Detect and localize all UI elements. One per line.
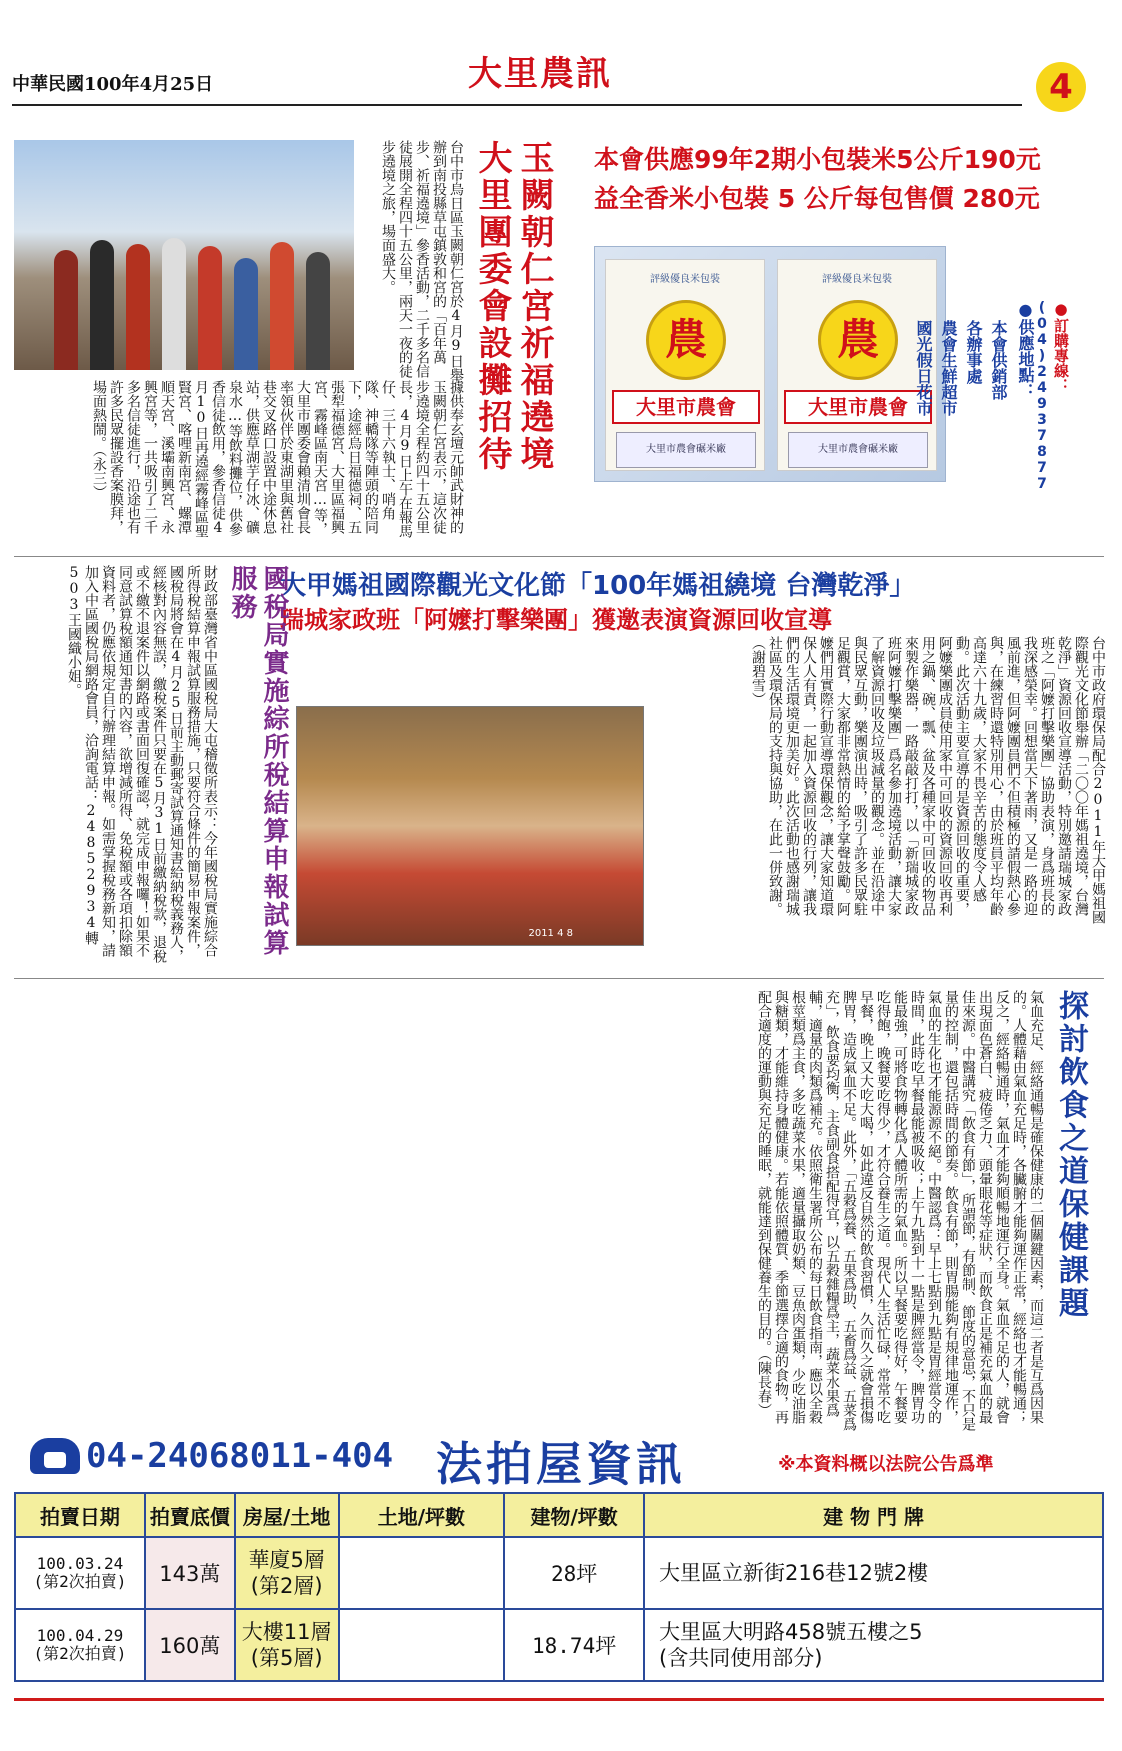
property-address-note: (含共同使用部分) xyxy=(659,1646,823,1670)
rice-bag-brand: 大里市農會 xyxy=(784,390,932,424)
article1-headline-a: 玉闕朝仁宮祈福遶境 xyxy=(514,140,554,473)
table-row xyxy=(15,1537,1103,1609)
photo-date-stamp: 2011 4 8 xyxy=(528,928,573,939)
column-header: 建物/坪數 xyxy=(504,1493,644,1537)
property-type: 大樓11層 xyxy=(241,1620,332,1644)
property-type-cell xyxy=(235,1537,339,1609)
column-header: 建 物 門 牌 xyxy=(644,1493,1103,1537)
rice-ad-line-2: 益全香米小包裝 5 公斤每包售價 280元 xyxy=(594,184,1040,213)
auction-date: 100.03.24 xyxy=(36,1554,124,1573)
section-divider xyxy=(14,978,1104,979)
order-phone: (04)24937877 xyxy=(1034,300,1050,492)
auction-price: 160萬 xyxy=(145,1609,235,1681)
table-header-row xyxy=(15,1493,1103,1537)
footer-divider xyxy=(14,1698,1104,1701)
header-divider xyxy=(12,104,1022,106)
article1-body: 據供奉玄壇元帥武財神的玉闕朝仁宮表示，這次徒步遶境全程約四十五公里長，4月9日上午在報馬仔、三十六執士、哨角隊、神轎隊等陣頭的陪同下，途經烏日福德祠、五張犁福德宮、大里區福興宮、霧峰區南天宮…等，大里市團委會賴清圳會長率領伙伴於東湖里與舊社巷交叉路口設置中途休息站，供應草湖芋仔冰、礦泉水…等飲料攤位，供參香信徒飲用，參香信徒4月10日再遶經霧峰區聖賢宮、喀哩新南宮、螺潭順天宮、溪壩南興宮、永興宮等，一共吸引了二千多名信徒進行，沿途也有許多民眾擺設香案膜拜，場面熱鬧。（永三） xyxy=(91,380,464,538)
building-area: 28坪 xyxy=(504,1537,644,1609)
rice-bag-label: 大里市農會碾米廠 xyxy=(788,432,928,468)
supply-location: 農會生鮮超市 xyxy=(939,320,958,416)
auction-date-cell xyxy=(15,1537,145,1609)
building-area: 18.74坪 xyxy=(504,1609,644,1681)
telephone-icon xyxy=(30,1438,80,1474)
auction-round: (第2次拍賣) xyxy=(33,1644,127,1663)
column-header: 土地/坪數 xyxy=(339,1493,505,1537)
column-header: 拍賣底價 xyxy=(145,1493,235,1537)
article2-headline: 大甲媽祖國際觀光文化節「100年媽祖繞境 台灣乾淨」 xyxy=(280,571,916,601)
issue-date: 中華民國100年4月25日 xyxy=(12,74,214,95)
rice-bag-label: 大里市農會碾米廠 xyxy=(616,432,756,468)
supply-location: 國光假日花市 xyxy=(914,320,933,416)
newspaper-title: 大里農訊 xyxy=(468,54,612,94)
auction-date: 100.04.29 xyxy=(36,1626,124,1645)
article1-body-lead: 台中市烏日區玉闕朝仁宮於4月9日舉辦到南投縣草屯鎮敦和宮的「百年萬步、祈福遶境」參香活動，二千多名信徒展開全程四十五公里，兩天一夜的徒步遶境之旅，場面盛大。 xyxy=(380,140,464,382)
rice-bags-photo xyxy=(594,246,946,482)
article2-body: 台中市政府環保局配合2011年大甲媽祖國際觀光文化節舉辦「二〇〇年媽祖遶境，台灣乾淨」資源回收宣導活動，特別邀請瑞城家政班之「阿嬤打擊樂團」協助表演，身爲班長的我深感榮幸。回想當天下著雨，又是一路的迎風前進，但阿嬤團員們不但積極的請假熱心參與，在練習時還特別用心，由於班員平均年齡高達六十九歲，大家不畏辛苦的態度令人感動。此次活動主要宣導的是資源回收的重要，阿嬤樂團成員使用家中可回收的資源回收再利用之鍋、碗、瓢、盆及各種家中可回收的物品來製作樂器，一路敲敲打打，以「新瑞城家政班阿嬤打擊樂團」爲名參加遶境活動，讓大家了解資源回收及垃圾減量的觀念。並在沿途中與民眾互動，樂團演出時，吸引了許多民眾駐足觀賞，大家都非常熱情的給予掌聲鼓勵。阿嬤們用實際行動宣導環保觀念，讓大家知道環保人人有責，一起加入資源回收的行列，讓我們的生活環境更加美好。此次活動也感謝瑞城社區及環保局的支持與協助，在此一併致謝。（謝碧雪） xyxy=(750,636,1106,924)
supply-location: 本會供銷部 xyxy=(989,320,1008,400)
auction-round: (第2次拍賣) xyxy=(33,1572,127,1591)
property-address: 大里區立新街216巷12號2樓 xyxy=(659,1561,929,1585)
section-divider xyxy=(14,556,1104,557)
article2-subheadline: 瑞城家政班「阿嬤打擊樂團」獲邀表演資源回收宣導 xyxy=(280,606,832,634)
auction-phone: 04-24068011-404 xyxy=(86,1436,394,1476)
property-floor: (第2層) xyxy=(250,1574,323,1598)
property-floor: (第5層) xyxy=(250,1646,323,1670)
drum-band-photo xyxy=(296,706,644,946)
farm-logo-icon: 農 xyxy=(818,300,898,380)
supply-label: ●供應地點： xyxy=(1016,300,1035,399)
auction-date-cell xyxy=(15,1609,145,1681)
property-type: 華廈5層 xyxy=(248,1548,325,1572)
tax-body: 財政部臺灣省中區國稅局大屯稽徵所表示：今年國稅局實施綜合所得稅結算申報試算服務措施，只要符合條件的簡易申報案件，國稅局將會在4月25日前主動郵寄試算通知書給納稅義務人，經核對內容無誤，繳稅案件只要在5月31日前繳納稅款，退稅或不繳不退案件以網路或書面回復確認，就完成申報囉！如果不同意試算稅額通知書的內容，欲增減所得、免稅額或各項扣除額資料者，仍應依規定自行辦理結算申報。如需掌握稅務新知，請加入中區國稅局網路會員，洽詢電話：24852934轉503王國織小姐。 xyxy=(66,565,218,963)
temple-event-photo xyxy=(14,140,354,370)
article1-headline-b: 大里團委會設攤招待 xyxy=(472,140,512,473)
rice-ad-line-1: 本會供應99年2期小包裝米5公斤190元 xyxy=(594,145,1041,174)
land-area xyxy=(339,1609,505,1681)
auction-price: 143萬 xyxy=(145,1537,235,1609)
table-row xyxy=(15,1609,1103,1681)
article3-body: 氣血充足、經絡通暢是確保健康的二個關鍵因素，而這二者是互爲因果的。人體藉由氣血充足時，各臟腑才能夠運作正常，經絡也才能暢通；反之，經絡暢通時，氣血才能夠順暢地運行全身。氣血不足的人，就會出現面色蒼白、疲倦乏力、頭暈眼花等症狀，而飲食正是補充氣血的最佳來源。中醫講究「飲食有節」，所謂節，有節制、節度的意思，不只是量的控制，還包括時間的節奏。飲食有節，則胃腸能夠有規律地運作，氣血的生化也才能源源不絕。中醫認爲：早上七點到九點是胃經當令的時間，此時吃早餐最能被吸收；上午九點到十一點是脾經當令，脾胃功能最強，可將食物轉化爲人體所需的氣血。所以早餐要吃得好，午餐要吃得飽，晚餐要吃得少，才符合養生之道。現代人生活忙碌，常常不吃早餐，晚上又大吃大喝，如此違反自然的飲食習慣，久而久之就會損傷脾胃，造成氣血不足。此外，「五穀爲養、五果爲助、五畜爲益、五菜爲充」，飲食要均衡，主食副食搭配得宜，以五穀雜糧爲主，蔬菜水果爲輔，適量的肉類爲補充。依照衛生署所公布的每日飲食指南，應以全穀根莖類爲主食，多吃蔬菜水果，適量攝取奶類、豆魚肉蛋類，少吃油脂與糖類，才能維持身體健康。若能依照體質、季節選擇合適的食物，再配合適度的運動與充足的睡眠，就能達到保健養生的目的。（陳長春） xyxy=(756,990,1044,1431)
auction-note: ※本資料概以法院公告爲準 xyxy=(778,1454,994,1475)
rice-bag-top-text: 評級優良米包裝 xyxy=(822,274,892,285)
tax-headline: 國稅局實施綜所稅結算申報試算服務 xyxy=(227,565,289,957)
column-header: 房屋/土地 xyxy=(235,1493,339,1537)
column-header: 拍賣日期 xyxy=(15,1493,145,1537)
property-type-cell xyxy=(235,1609,339,1681)
rice-bag-brand: 大里市農會 xyxy=(612,390,760,424)
farm-logo-icon: 農 xyxy=(646,300,726,380)
supply-location-list xyxy=(914,320,1010,520)
article3-headline: 探討飲食之道保健課題 xyxy=(1053,990,1088,1320)
supply-location: 各辦事處 xyxy=(964,320,983,384)
order-label: ●訂購專線： xyxy=(1052,300,1070,393)
property-address-cell xyxy=(644,1537,1103,1609)
page-number-badge: 4 xyxy=(1036,62,1086,112)
property-address-cell xyxy=(644,1609,1103,1681)
auction-table xyxy=(14,1492,1104,1682)
rice-bag-left xyxy=(605,259,765,471)
land-area xyxy=(339,1537,505,1609)
property-address: 大里區大明路458號五樓之5 xyxy=(659,1620,923,1644)
rice-bag-top-text: 評級優良米包裝 xyxy=(650,274,720,285)
auction-title: 法拍屋資訊 xyxy=(436,1437,686,1491)
